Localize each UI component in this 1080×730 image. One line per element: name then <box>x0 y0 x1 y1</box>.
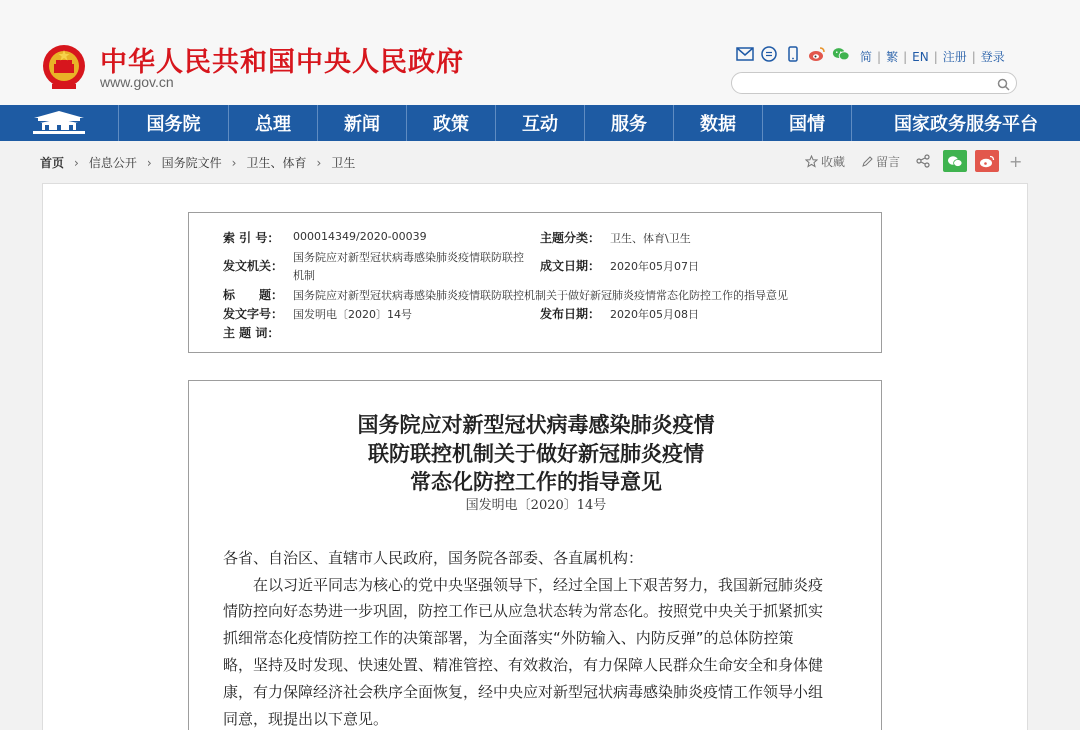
chevron-right-icon: › <box>316 156 322 170</box>
site-title[interactable]: 中华人民共和国中央人民政府 <box>100 47 464 78</box>
share-icon[interactable] <box>916 154 933 168</box>
share-bar <box>805 150 1022 172</box>
body-paragraph-line: 情防控向好态势进一步巩固，防控工作已从应急状态转为常态化。按照党中央关于抓紧抓实 <box>223 602 824 620</box>
breadcrumb-health[interactable]: 卫生 <box>331 156 356 170</box>
search-icon[interactable] <box>997 76 1010 95</box>
favorite-label: 收藏 <box>821 154 846 169</box>
body-paragraph-line: 略，坚持及时发现、快速处置、精准管控、有效救治，有力保障人民群众生命安全和身体健 <box>223 656 824 674</box>
meta-created-value: 2020年05月07日 <box>610 260 699 273</box>
body-paragraph-line: 在以习近平同志为核心的党中央坚强领导下，经过全国上下艰苦努力，我国新冠肺炎疫 <box>223 576 824 594</box>
divider: | <box>903 50 908 64</box>
site-header <box>0 0 1080 105</box>
document-body <box>188 380 882 730</box>
meta-docno-value: 国发明电〔2020〕14号 <box>293 308 412 321</box>
document-title-line: 联防联控机制关于做好新冠肺炎疫情 <box>368 441 704 466</box>
share-wechat-icon[interactable] <box>943 150 967 172</box>
weibo-icon[interactable] <box>808 46 826 62</box>
document-title-line: 常态化防控工作的指导意见 <box>410 469 662 494</box>
share-weibo-icon[interactable] <box>975 150 999 172</box>
body-paragraph-line: 同意，现提出以下意见。 <box>223 710 389 728</box>
mobile-icon[interactable] <box>784 46 802 62</box>
wechat-icon[interactable] <box>832 46 850 62</box>
divider: | <box>971 50 976 64</box>
document-title-line: 国务院应对新型冠状病毒感染肺炎疫情 <box>357 412 715 437</box>
pencil-icon <box>861 155 873 168</box>
search-box <box>731 72 1017 94</box>
divider: | <box>933 50 938 64</box>
body-paragraph-line: 抓细常态化疫情防控工作的决策部署，为全面落实“外防输入、内防反弹”的总体防控策 <box>223 629 794 647</box>
nav-data[interactable]: 数据 <box>673 105 762 141</box>
meta-category-value: 卫生、体育\卫生 <box>610 232 691 245</box>
star-icon <box>805 155 818 168</box>
breadcrumb-health-sports[interactable]: 卫生、体育 <box>246 156 307 170</box>
home-gate-icon[interactable] <box>0 105 118 141</box>
nav-gov-service-platform[interactable]: 国家政务服务平台 <box>851 105 1080 141</box>
breadcrumb <box>40 154 355 171</box>
breadcrumb-state-council-docs[interactable]: 国务院文件 <box>161 156 222 170</box>
meta-index-value: 000014349/2020-00039 <box>293 230 427 243</box>
meta-issuer-label: 发文机关： <box>223 259 284 273</box>
link-login[interactable]: 登录 <box>980 50 1005 64</box>
nav-premier[interactable]: 总理 <box>228 105 317 141</box>
document-metadata <box>188 212 882 353</box>
meta-docno-label: 发文字号： <box>223 307 284 321</box>
nav-policy[interactable]: 政策 <box>406 105 495 141</box>
link-traditional[interactable]: 繁 <box>886 50 899 64</box>
search-input[interactable] <box>742 74 992 94</box>
document-number: 国发明电〔2020〕14号 <box>465 498 607 513</box>
meta-published-label: 发布日期： <box>540 307 601 321</box>
national-emblem-logo[interactable] <box>42 42 86 92</box>
nav-national-info[interactable]: 国情 <box>762 105 851 141</box>
nav-state-council[interactable]: 国务院 <box>118 105 228 141</box>
meta-category-label: 主题分类： <box>540 231 601 245</box>
chevron-right-icon: › <box>146 156 152 170</box>
comment-label: 留言 <box>876 154 901 169</box>
meta-keywords-label: 主 题 词： <box>223 326 280 340</box>
favorite-button[interactable] <box>805 153 845 170</box>
breadcrumb-home[interactable]: 首页 <box>40 156 65 170</box>
meta-issuer-value-cont: 机制 <box>293 269 315 282</box>
link-english[interactable]: EN <box>912 50 929 64</box>
meta-title-label: 标 题： <box>223 288 284 302</box>
body-paragraph-line: 各省、自治区、直辖市人民政府，国务院各部委、各直属机构： <box>223 549 644 567</box>
link-simplified[interactable]: 简 <box>860 50 873 64</box>
nav-interaction[interactable]: 互动 <box>495 105 584 141</box>
chevron-right-icon: › <box>231 156 237 170</box>
meta-created-label: 成文日期： <box>540 259 601 273</box>
divider: | <box>877 50 882 64</box>
site-url: www.gov.cn <box>100 74 174 90</box>
chat-icon[interactable] <box>760 46 778 62</box>
body-paragraph-line: 康，有力保障经济社会秩序全面恢复，经中央应对新型冠状病毒感染肺炎疫情工作领导小组 <box>223 683 824 701</box>
link-register[interactable]: 注册 <box>942 50 967 64</box>
meta-title-value: 国务院应对新型冠状病毒感染肺炎疫情联防联控机制关于做好新冠肺炎疫情常态化防控工作的指导意见 <box>293 289 788 302</box>
meta-index-label: 索 引 号： <box>223 231 280 245</box>
nav-news[interactable]: 新闻 <box>317 105 406 141</box>
breadcrumb-info-public[interactable]: 信息公开 <box>88 156 137 170</box>
chevron-right-icon: › <box>74 156 79 170</box>
top-icon-bar <box>736 46 850 62</box>
top-links <box>860 48 1005 65</box>
more-plus-icon[interactable]: + <box>1009 151 1023 171</box>
main-nav <box>0 105 1080 141</box>
meta-issuer-value: 国务院应对新型冠状病毒感染肺炎疫情联防联控 <box>293 251 524 264</box>
comment-button[interactable] <box>861 153 900 170</box>
meta-published-value: 2020年05月08日 <box>610 308 699 321</box>
mail-icon[interactable] <box>736 46 754 62</box>
nav-services[interactable]: 服务 <box>584 105 673 141</box>
